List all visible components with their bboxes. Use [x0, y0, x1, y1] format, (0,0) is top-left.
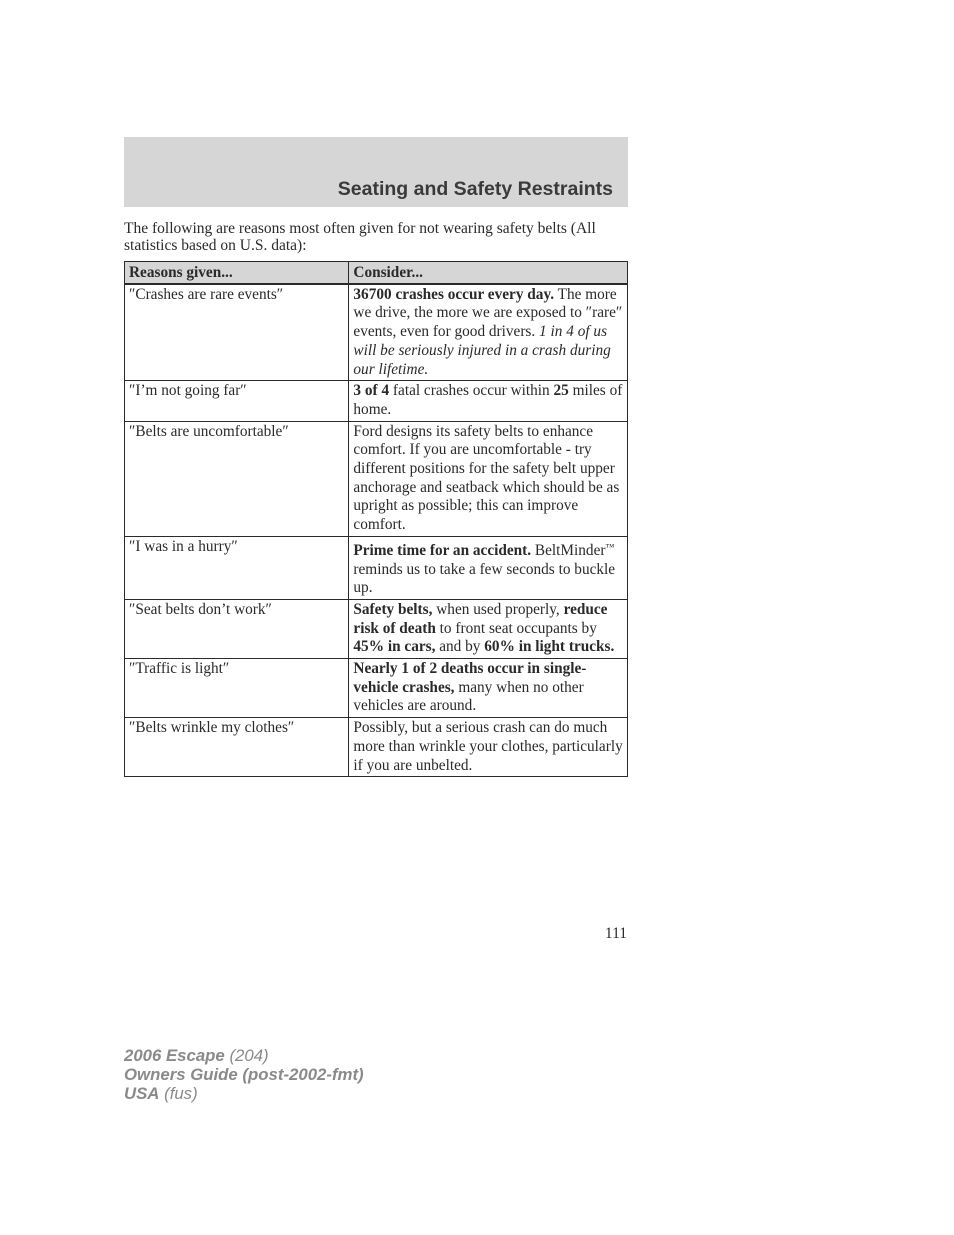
- table-row: [125, 284, 628, 381]
- reason-cell: ″Traffic is light″: [125, 659, 349, 718]
- table-header-row: [125, 262, 628, 284]
- table-row: [125, 381, 628, 421]
- page-number: 111: [604, 925, 627, 942]
- footer-model-code: (204): [224, 1046, 269, 1065]
- reason-cell: ″Crashes are rare events″: [125, 284, 349, 381]
- footer-guide: Owners Guide (post-2002-fmt): [124, 1065, 364, 1084]
- footer-line-market: [124, 1084, 364, 1103]
- section-header-band: [124, 137, 628, 207]
- consider-text: when used properly,: [432, 600, 564, 618]
- table-row: [125, 659, 628, 718]
- footer-market-code: (fus): [159, 1084, 198, 1103]
- consider-emphasis: 36700 crashes occur every day.: [353, 285, 555, 303]
- reason-cell: ″Belts wrinkle my clothes″: [125, 718, 349, 777]
- reason-cell: ″I was in a hurry″: [125, 536, 349, 599]
- consider-text: to front seat occupants by: [435, 619, 597, 637]
- consider-emphasis: Prime time for an accident.: [353, 541, 532, 559]
- document-footer: [124, 1046, 364, 1103]
- consider-cell: [349, 659, 628, 718]
- table-row: [125, 718, 628, 777]
- trademark-mark: ™: [605, 541, 615, 552]
- consider-emphasis: 3 of 4: [353, 382, 390, 400]
- consider-text: BeltMinder: [531, 541, 606, 559]
- table-row: [125, 536, 628, 599]
- consider-cell: [349, 599, 628, 658]
- consider-cell: Possibly, but a serious crash can do much more than wrinkle your clothes, particularly if you are unbelted.: [349, 718, 628, 777]
- consider-text: miles of home.: [353, 382, 623, 418]
- reasons-table: [124, 261, 628, 777]
- consider-text: many when no other vehicles are around.: [353, 678, 584, 715]
- consider-text: and by: [435, 638, 485, 656]
- consider-emphasis: Nearly 1 of 2 deaths occur in single-vehicle crashes,: [353, 660, 587, 696]
- consider-text: reminds us to take a few seconds to buckle up.: [353, 560, 616, 597]
- section-title: Seating and Safety Restraints: [337, 178, 613, 200]
- table-row: [125, 421, 628, 536]
- consider-emphasis: reduce risk of death: [353, 600, 608, 637]
- reason-cell: ″I’m not going far″: [125, 381, 349, 421]
- reason-cell: ″Belts are uncomfortable″: [125, 421, 349, 536]
- consider-emphasis: 25: [553, 382, 569, 400]
- consider-cell: [349, 536, 628, 599]
- column-header-consider: Consider...: [349, 262, 628, 284]
- consider-italic: 1 in 4 of us will be seriously injured in a crash during our lifetime.: [353, 323, 611, 378]
- reason-cell: ″Seat belts don’t work″: [125, 599, 349, 658]
- consider-cell: Ford designs its safety belts to enhance comfort. If you are uncomfortable - try different positions for the safety belt upper anchorage and seatback which should be as upright as possible; this can improve comfort.: [349, 421, 628, 536]
- consider-text: fatal crashes occur within: [389, 382, 554, 400]
- footer-market: USA: [124, 1084, 160, 1103]
- consider-emphasis: 45% in cars,: [353, 638, 436, 656]
- footer-model: 2006 Escape: [124, 1046, 225, 1065]
- consider-cell: [349, 381, 628, 421]
- consider-text: The more we drive, the more we are exposed to ″rare″ events, even for good drivers.: [353, 285, 623, 341]
- consider-emphasis: Safety belts,: [353, 600, 433, 618]
- consider-emphasis: 60% in light trucks.: [484, 638, 615, 656]
- footer-line-guide: [124, 1065, 364, 1084]
- column-header-reasons: Reasons given...: [125, 262, 349, 284]
- intro-paragraph: The following are reasons most often given for not wearing safety belts (All statistics based on U.S. data):: [124, 220, 596, 254]
- table-row: [125, 599, 628, 658]
- consider-cell: [349, 284, 628, 381]
- footer-line-model: [124, 1046, 364, 1065]
